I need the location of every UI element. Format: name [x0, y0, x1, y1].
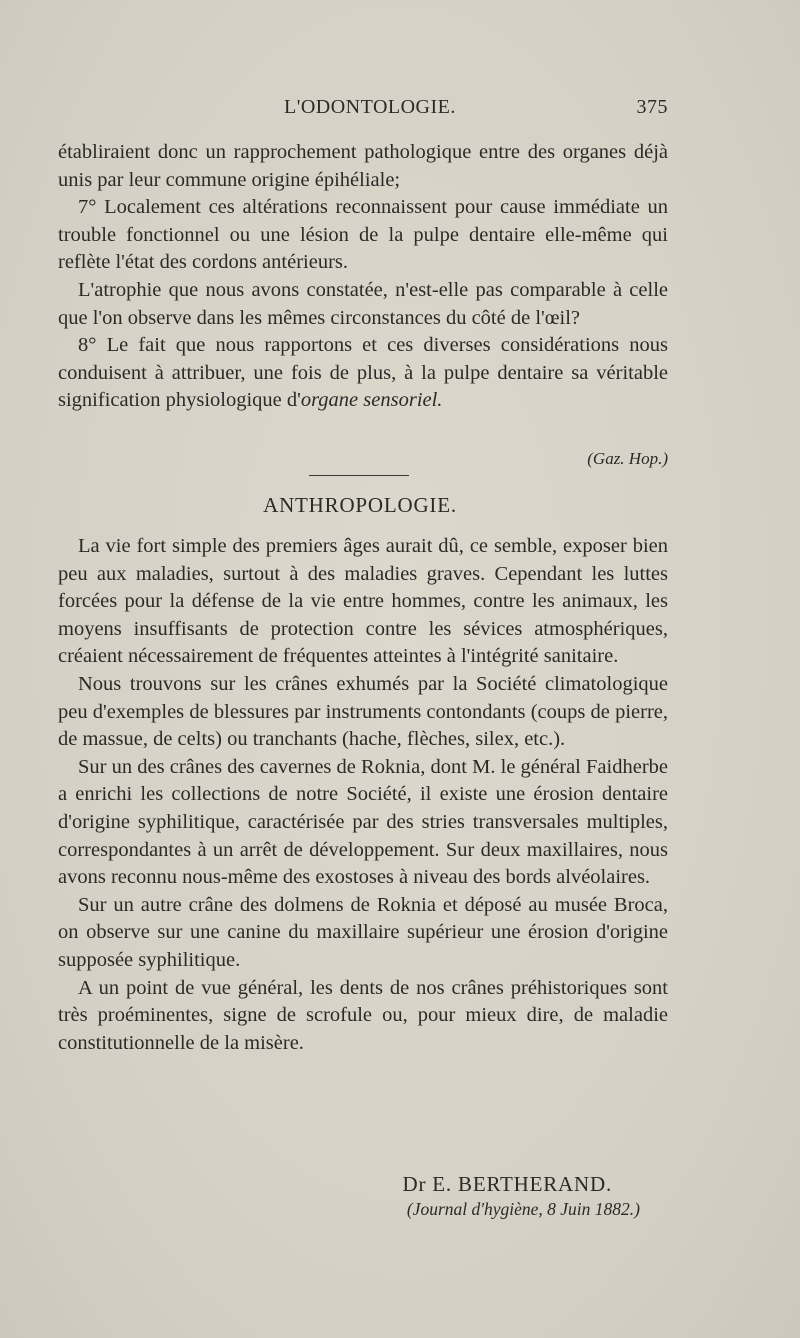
- page-number: 375: [636, 96, 668, 118]
- paragraph: [58, 332, 668, 415]
- source-reference: (Gaz. Hop.): [587, 449, 668, 468]
- section-divider: [309, 475, 409, 476]
- paragraph: Sur un autre crâne des dolmens de Roknia et déposé au musée Broca, on observe sur une canine du maxillaire supérieur une érosion d'origine supposée syphilitique.: [58, 893, 668, 971]
- section-title: ANTHROPOLOGIE.: [263, 493, 457, 517]
- citation: (Journal d'hygiène, 8 Juin 1882.): [406, 1199, 640, 1219]
- first-section-body: [58, 139, 668, 415]
- second-section-body: [58, 533, 668, 1057]
- author-signature: Dr E. BERTHERAND.: [402, 1172, 612, 1196]
- paragraph: 7° Localement ces altérations reconnaissent pour cause immédiate un trouble fonctionnel ou une lésion de la pulpe dentaire elle-même qui reflète l'état des cordons antérieurs.: [58, 196, 668, 274]
- paragraph-text: 8° Le fait que nous rapportons et ces diverses considérations nous conduisent à attribuer, une fois de plus, à la pulpe dentaire sa véritable signification physiologique d': [58, 334, 668, 412]
- paragraph: L'atrophie que nous avons constatée, n'est-elle pas comparable à celle que l'on observe dans les mêmes circonstances du côté de l'œil?: [58, 278, 668, 329]
- paragraph: A un point de vue général, les dents de nos crânes préhistoriques sont très proéminentes, signe de scrofule ou, pour mieux dire, de maladie constitutionnelle de la misère.: [58, 976, 668, 1054]
- running-title: L'ODONTOLOGIE.: [284, 96, 456, 118]
- italic-term: organe sensoriel.: [300, 389, 443, 412]
- paragraph: La vie fort simple des premiers âges aurait dû, ce semble, exposer bien peu aux maladies, surtout à des maladies graves. Cependant les luttes forcées pour la défense de la vie entre hommes, contre les animaux, les moyens insuffisants de protection contre les sévices atmosphériques, créaient nécessairement de fréquentes atteintes à l'intégrité sanitaire.: [58, 535, 668, 668]
- page-header: [58, 96, 668, 124]
- paragraph: établiraient donc un rapprochement pathologique entre des organes déjà unis par leur commune origine épihéliale;: [58, 141, 668, 191]
- paragraph: Nous trouvons sur les crânes exhumés par la Société climatologique peu d'exemples de blessures par instruments contondants (coups de pierre, de massue, de celts) ou tranchants (hache, flèches, silex, etc.).: [58, 672, 668, 751]
- paragraph: Sur un des crânes des cavernes de Roknia, dont M. le général Faidherbe a enrichi les collections de notre Société, il existe une érosion dentaire d'origine syphilitique, caractérisée par des stries transversales multiples, correspondantes à un arrêt de développement. Sur deux maxillaires, nous avons reconnu nous-même des exostoses à niveau des bords alvéolaires.: [58, 755, 668, 889]
